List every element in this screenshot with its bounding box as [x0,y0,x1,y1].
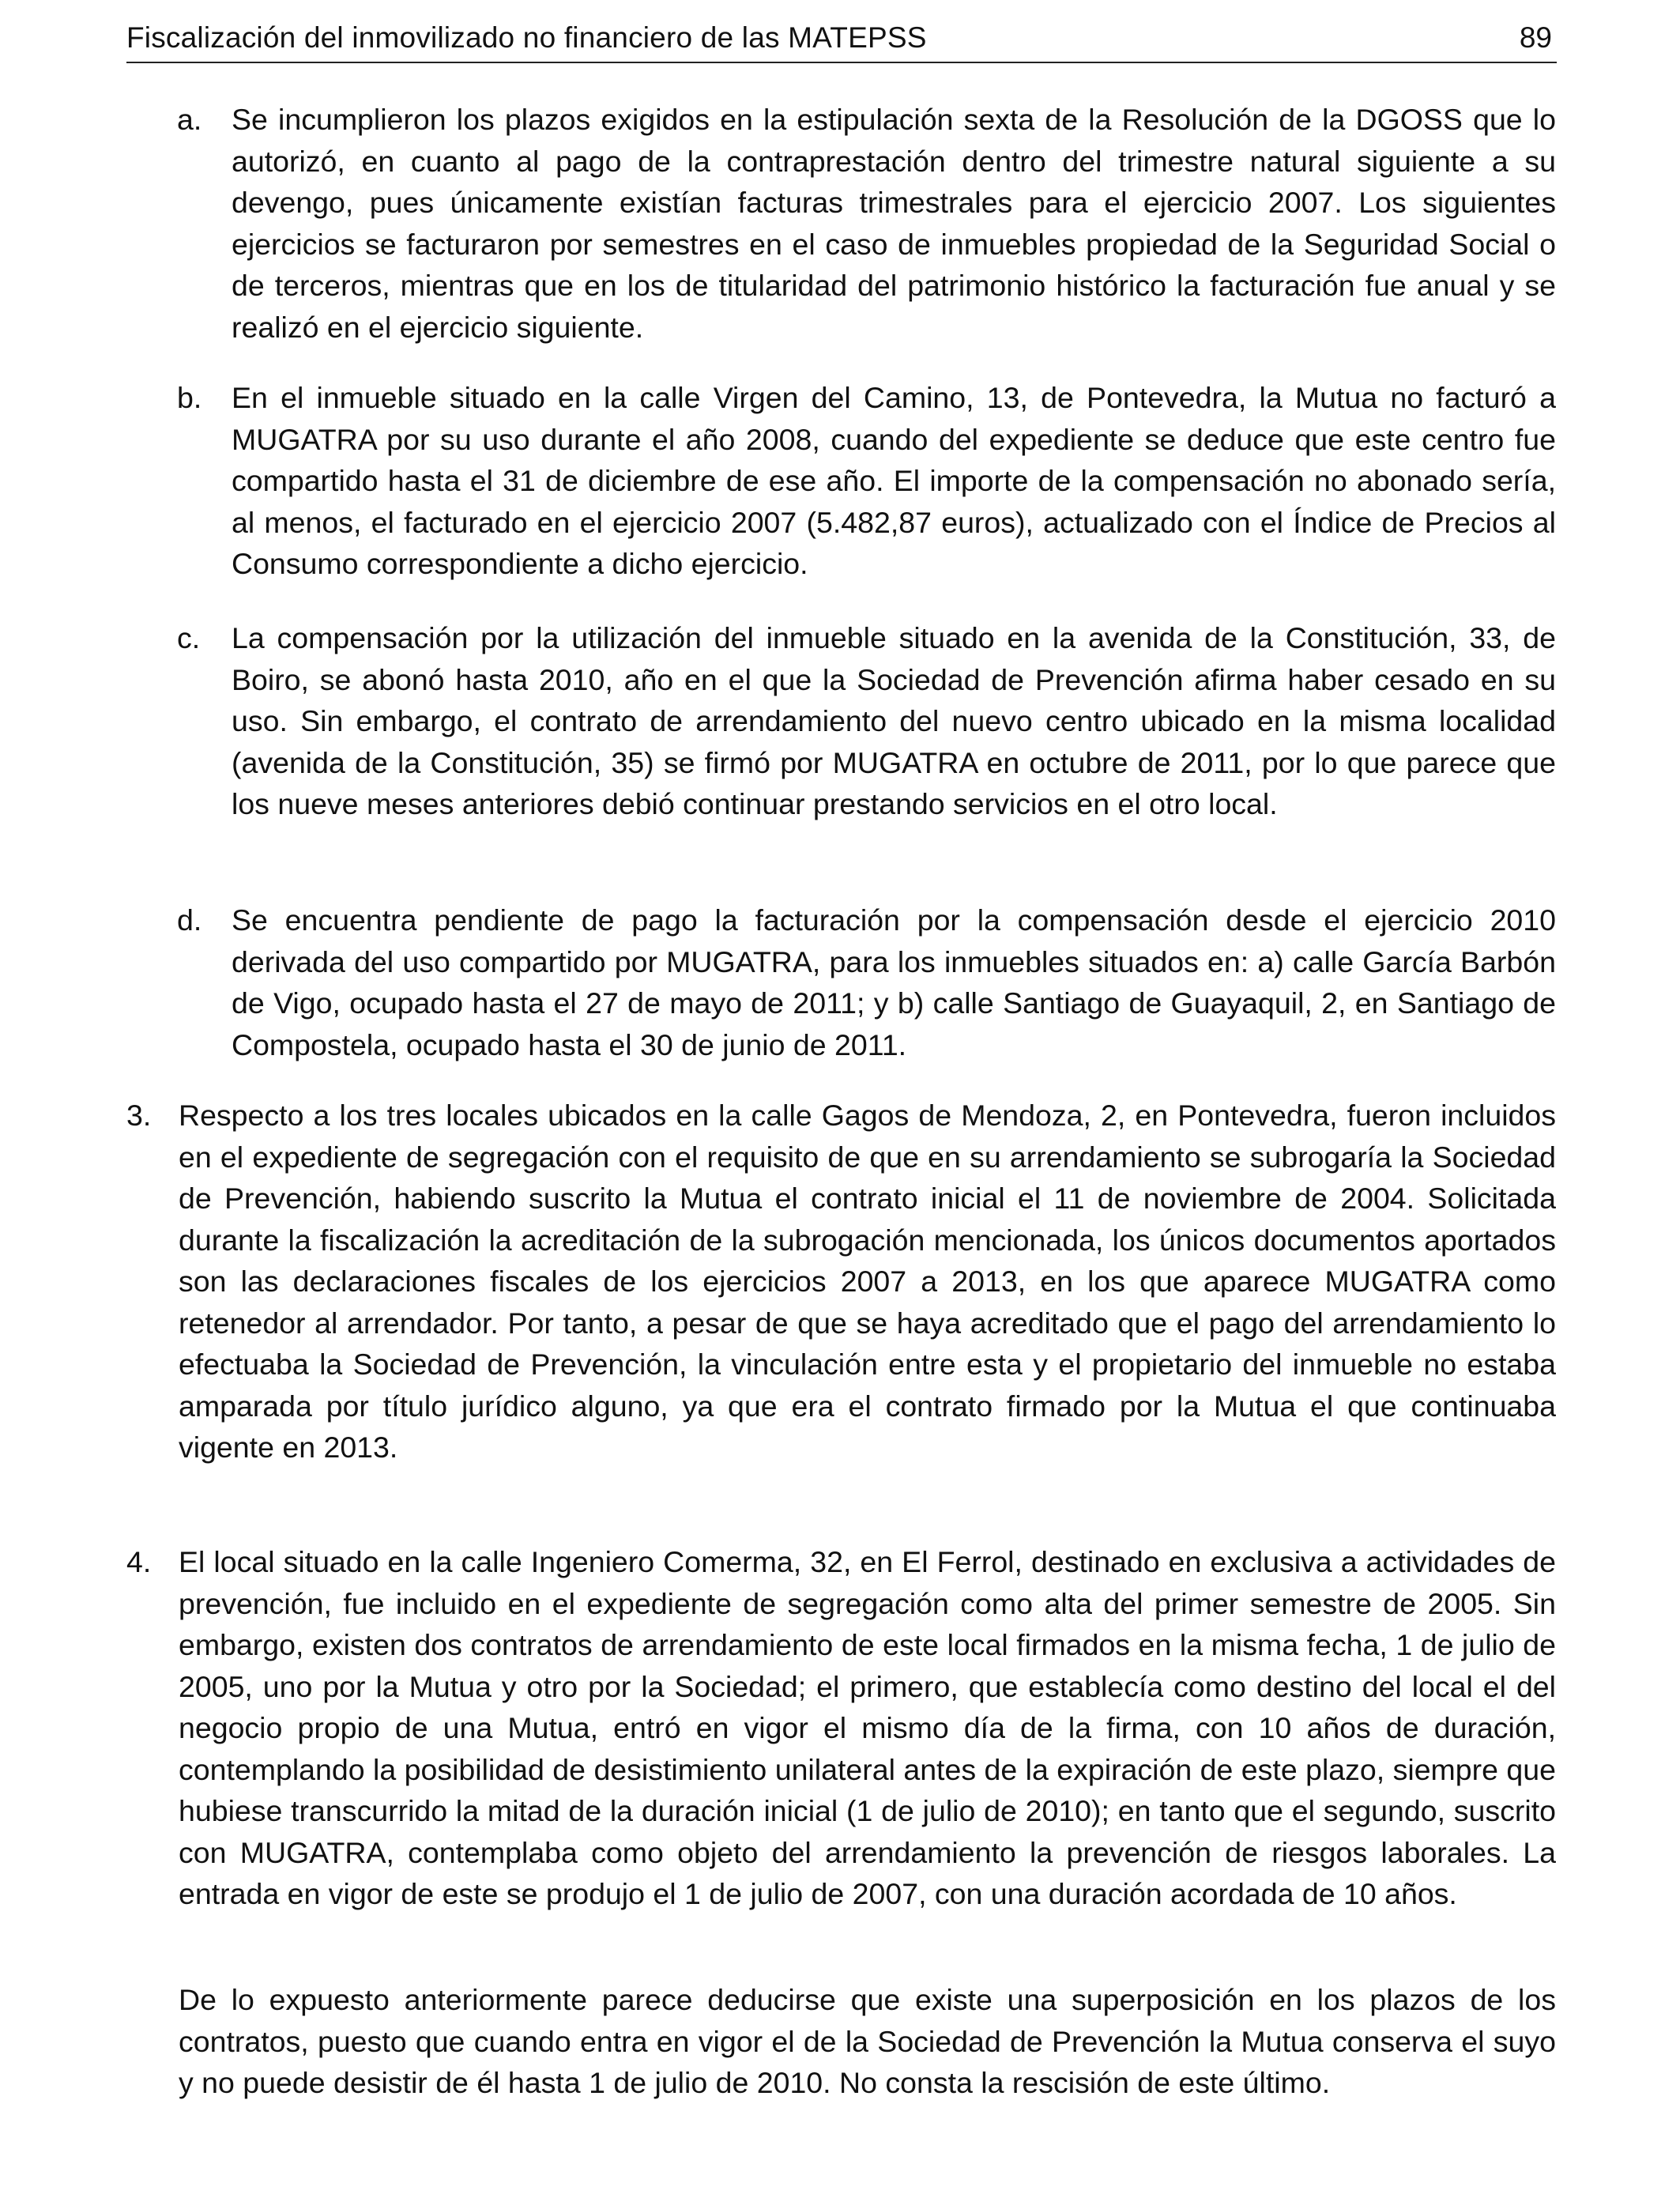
closing-paragraph: De lo expuesto anteriormente parece deducirse que existe una superposición en los plazos de los contratos, puesto que cuando entra en vigor el de la Sociedad de Prevención la Mutua conserva el suyo y no puede desistir de él hasta 1 de julio de 2010. No consta la rescisión de este último. [179,1983,1556,2099]
list-marker: a. [177,103,202,136]
list-marker: c. [177,621,201,654]
list-item-text: En el inmueble situado en la calle Virgen del Camino, 13, de Pontevedra, la Mutua no facturó a MUGATRA por su uso durante el año 2008, cuando del expediente se deduce que este centro fue compartido hasta el 31 de diciembre de ese año. El importe de la compensación no abonado sería, al menos, el facturado en el ejercicio 2007 (5.482,87 euros), actualizado con el Índice de Precios al Consumo correspondiente a dicho ejercicio. [232,381,1556,580]
list-marker: 3. [126,1099,152,1132]
page-number: 89 [1519,21,1552,54]
list-marker: 4. [126,1545,152,1578]
list-marker: d. [177,903,202,937]
list-item-text: La compensación por la utilización del inmueble situado en la avenida de la Constitución, 33, de Boiro, se abonó hasta 2010, año en el que la Sociedad de Prevención afirma haber cesado en su uso. Sin embargo, el contrato de arrendamiento del nuevo centro ubicado en la misma localidad (avenida de la Constitución, 35) se firmó por MUGATRA en octubre de 2011, por lo que parece que los nueve meses anteriores debió continuar prestando servicios en el otro local. [232,621,1556,820]
header-title: Fiscalización del inmovilizado no financiero de las MATEPSS [126,21,927,54]
list-marker: b. [177,381,202,414]
list-item-text: Se encuentra pendiente de pago la facturación por la compensación desde el ejercicio 2010 derivada del uso compartido por MUGATRA, para los inmuebles situados en: a) calle García Barbón de Vigo, ocupado hasta el 27 de mayo de 2011; y b) calle Santiago de Guayaquil, 2, en Santiago de Compostela, ocupado hasta el 30 de junio de 2011. [232,903,1556,1061]
page-header [126,16,1557,63]
list-item-text: Respecto a los tres locales ubicados en la calle Gagos de Mendoza, 2, en Pontevedra, fueron incluidos en el expediente de segregación con el requisito de que en su arrendamiento se subrogaría la Sociedad de Prevención, habiendo suscrito la Mutua el contrato inicial el 11 de noviembre de 2004. Solicitada durante la fiscalización la acreditación de la subrogación mencionada, los únicos documentos aportados son las declaraciones fiscales de los ejercicios 2007 a 2013, en los que aparece MUGATRA como retenedor al arrendador. Por tanto, a pesar de que se haya acreditado que el pago del arrendamiento lo efectuaba la Sociedad de Prevención, la vinculación entre esta y el propietario del inmueble no estaba amparada por título jurídico alguno, ya que era el contrato firmado por la Mutua el que continuaba vigente en 2013. [179,1099,1556,1464]
list-item-text: El local situado en la calle Ingeniero Comerma, 32, en El Ferrol, destinado en exclusiva a actividades de prevención, fue incluido en el expediente de segregación como alta del primer semestre de 2005. Sin embargo, existen dos contratos de arrendamiento de este local firmados en la misma fecha, 1 de julio de 2005, uno por la Mutua y otro por la Sociedad; el primero, que establecía como destino del local el del negocio propio de una Mutua, entró en vigor el mismo día de la firma, con 10 años de duración, contemplando la posibilidad de desistimiento unilateral antes de la expiración de este plazo, siempre que hubiese transcurrido la mitad de la duración inicial (1 de julio de 2010); en tanto que el segundo, suscrito con MUGATRA, contemplaba como objeto del arrendamiento la prevención de riesgos laborales. La entrada en vigor de este se produjo el 1 de julio de 2007, con una duración acordada de 10 años. [179,1545,1556,1910]
list-item-text: Se incumplieron los plazos exigidos en la estipulación sexta de la Resolución de la DGOSS que lo autorizó, en cuanto al pago de la contraprestación dentro del trimestre natural siguiente a su devengo, pues únicamente existían facturas trimestrales para el ejercicio 2007. Los siguientes ejercicios se facturaron por semestres en el caso de inmuebles propiedad de la Seguridad Social o de terceros, mientras que en los de titularidad del patrimonio histórico la facturación fue anual y se realizó en el ejercicio siguiente. [232,103,1556,344]
